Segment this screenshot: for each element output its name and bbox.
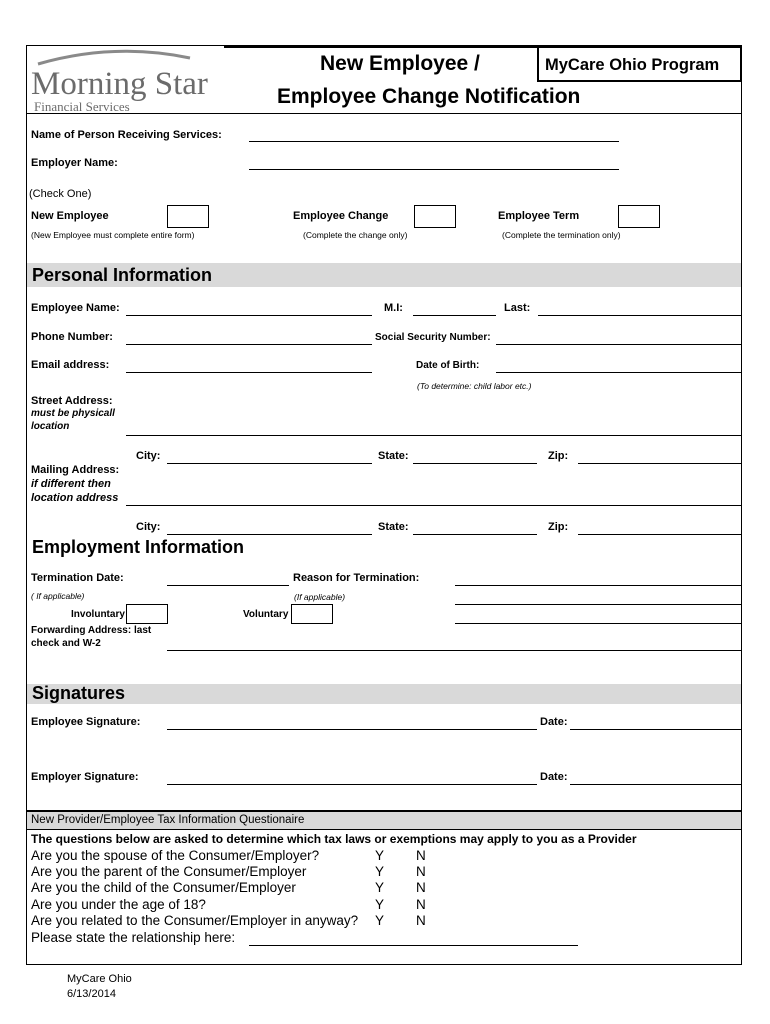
mailing-label: Mailing Address:	[31, 464, 120, 476]
signatures-heading: Signatures	[32, 683, 126, 703]
reason-label: Reason for Termination:	[293, 572, 420, 584]
tax-heading-rule	[26, 829, 742, 830]
street-note1: must be physicall	[31, 408, 115, 419]
tax-question-3: Are you the child of the Consumer/Employer	[31, 880, 296, 895]
email-label: Email address:	[31, 359, 110, 371]
voluntary-label: Voluntary	[243, 609, 289, 620]
no-option-3[interactable]: N	[416, 880, 426, 895]
state-field[interactable]	[413, 463, 537, 464]
employment-heading: Employment Information	[32, 537, 245, 557]
mi-field[interactable]	[413, 315, 496, 316]
mailing-note1: if different then	[31, 478, 111, 490]
state-label: State:	[378, 450, 409, 462]
yes-option-2[interactable]: Y	[375, 864, 385, 879]
city-label: City:	[136, 450, 161, 462]
employer-signature-label: Employer Signature:	[31, 771, 139, 783]
mailing-state-label: State:	[378, 521, 409, 533]
termination-date-note: ( If applicable)	[31, 591, 85, 601]
forwarding-field-1[interactable]	[167, 650, 741, 651]
mailing-city-field[interactable]	[167, 534, 372, 535]
employer-date-label: Date:	[540, 771, 568, 783]
employee-signature-label: Employee Signature:	[31, 716, 141, 728]
forwarding-label2: check and W-2	[31, 638, 101, 649]
phone-field[interactable]	[126, 344, 372, 345]
last-name-field[interactable]	[538, 315, 741, 316]
employee-name-field[interactable]	[126, 315, 372, 316]
mailing-field[interactable]	[126, 505, 741, 506]
no-option-4[interactable]: N	[416, 897, 426, 912]
logo-subtitle: Financial Services	[34, 99, 130, 114]
relationship-label: Please state the relationship here:	[31, 930, 236, 945]
mailing-zip-label: Zip:	[548, 521, 569, 533]
reason-field-3[interactable]	[455, 623, 741, 624]
employer-date-field[interactable]	[570, 784, 741, 785]
mailing-note2: location address	[31, 492, 119, 504]
termination-date-field[interactable]	[167, 585, 289, 586]
ssn-label: Social Security Number:	[375, 332, 491, 343]
email-field[interactable]	[126, 372, 372, 373]
no-option-1[interactable]: N	[416, 848, 426, 863]
program-label: MyCare Ohio Program	[545, 56, 720, 74]
new-employee-note: (New Employee must complete entire form)	[31, 230, 195, 240]
phone-label: Phone Number:	[31, 331, 113, 343]
title-line2: Employee Change Notification	[277, 85, 581, 108]
tax-question-1: Are you the spouse of the Consumer/Employer?	[31, 848, 320, 863]
reason-field-1[interactable]	[455, 585, 741, 586]
voluntary-checkbox[interactable]	[291, 604, 333, 624]
dob-field[interactable]	[496, 372, 741, 373]
tax-heading: New Provider/Employee Tax Information Questionaire	[31, 814, 305, 826]
last-label: Last:	[504, 302, 531, 314]
tax-intro: The questions below are asked to determine which tax laws or exemptions may apply to you as a Provider	[31, 832, 637, 846]
employee-change-label: Employee Change	[293, 210, 389, 222]
involuntary-label: Involuntary	[71, 609, 125, 620]
new-employee-label: New Employee	[31, 210, 109, 222]
employee-signature-field[interactable]	[167, 729, 537, 730]
check-one-label: (Check One)	[29, 188, 92, 200]
zip-label: Zip:	[548, 450, 569, 462]
employee-term-checkbox[interactable]	[618, 205, 660, 228]
mailing-zip-field[interactable]	[578, 534, 741, 535]
relationship-field[interactable]	[249, 945, 578, 946]
signatures-band	[27, 684, 741, 704]
no-option-5[interactable]: N	[416, 913, 426, 928]
yes-option-3[interactable]: Y	[375, 880, 385, 895]
employee-change-checkbox[interactable]	[414, 205, 456, 228]
street-label: Street Address:	[31, 395, 113, 407]
tax-question-2: Are you the parent of the Consumer/Employer	[31, 864, 307, 879]
street-note2: location	[31, 421, 70, 432]
city-field[interactable]	[167, 463, 372, 464]
employer-name-field[interactable]	[249, 169, 619, 170]
employer-signature-field[interactable]	[167, 784, 537, 785]
termination-date-label: Termination Date:	[31, 572, 124, 584]
tax-question-5: Are you related to the Consumer/Employer in anyway?	[31, 913, 359, 928]
zip-field[interactable]	[578, 463, 741, 464]
yes-option-4[interactable]: Y	[375, 897, 385, 912]
employer-name-label: Employer Name:	[31, 157, 118, 169]
dob-note: (To determine: child labor etc.)	[417, 381, 532, 391]
yes-option-1[interactable]: Y	[375, 848, 385, 863]
employee-date-label: Date:	[540, 716, 568, 728]
employee-date-field[interactable]	[570, 729, 741, 730]
dob-label: Date of Birth:	[416, 360, 480, 371]
mailing-state-field[interactable]	[413, 534, 537, 535]
logo-name: Morning Star	[31, 66, 208, 102]
ssn-field[interactable]	[496, 344, 741, 345]
mailing-city-label: City:	[136, 521, 161, 533]
header-bottom-rule	[26, 113, 742, 114]
employee-change-note: (Complete the change only)	[303, 230, 408, 240]
person-receiving-label: Name of Person Receiving Services:	[31, 129, 222, 141]
street-field[interactable]	[126, 435, 741, 436]
employee-term-note: (Complete the termination only)	[502, 230, 621, 240]
title-line1: New Employee /	[320, 52, 480, 75]
person-receiving-field[interactable]	[249, 141, 619, 142]
reason-note: (If applicable)	[294, 592, 346, 602]
tax-question-4: Are you under the age of 18?	[31, 897, 206, 912]
footer-date: 6/13/2014	[67, 988, 116, 1000]
employee-name-label: Employee Name:	[31, 302, 120, 314]
new-employee-checkbox[interactable]	[167, 205, 209, 228]
mi-label: M.I:	[384, 302, 403, 314]
involuntary-checkbox[interactable]	[126, 604, 168, 624]
yes-option-5[interactable]: Y	[375, 913, 385, 928]
footer-program: MyCare Ohio	[67, 973, 132, 985]
logo-swoosh	[34, 46, 194, 68]
employee-term-label: Employee Term	[498, 210, 580, 222]
reason-field-2[interactable]	[455, 604, 741, 605]
forwarding-label1: Forwarding Address: last	[31, 625, 152, 636]
personal-heading: Personal Information	[32, 265, 213, 285]
no-option-2[interactable]: N	[416, 864, 426, 879]
